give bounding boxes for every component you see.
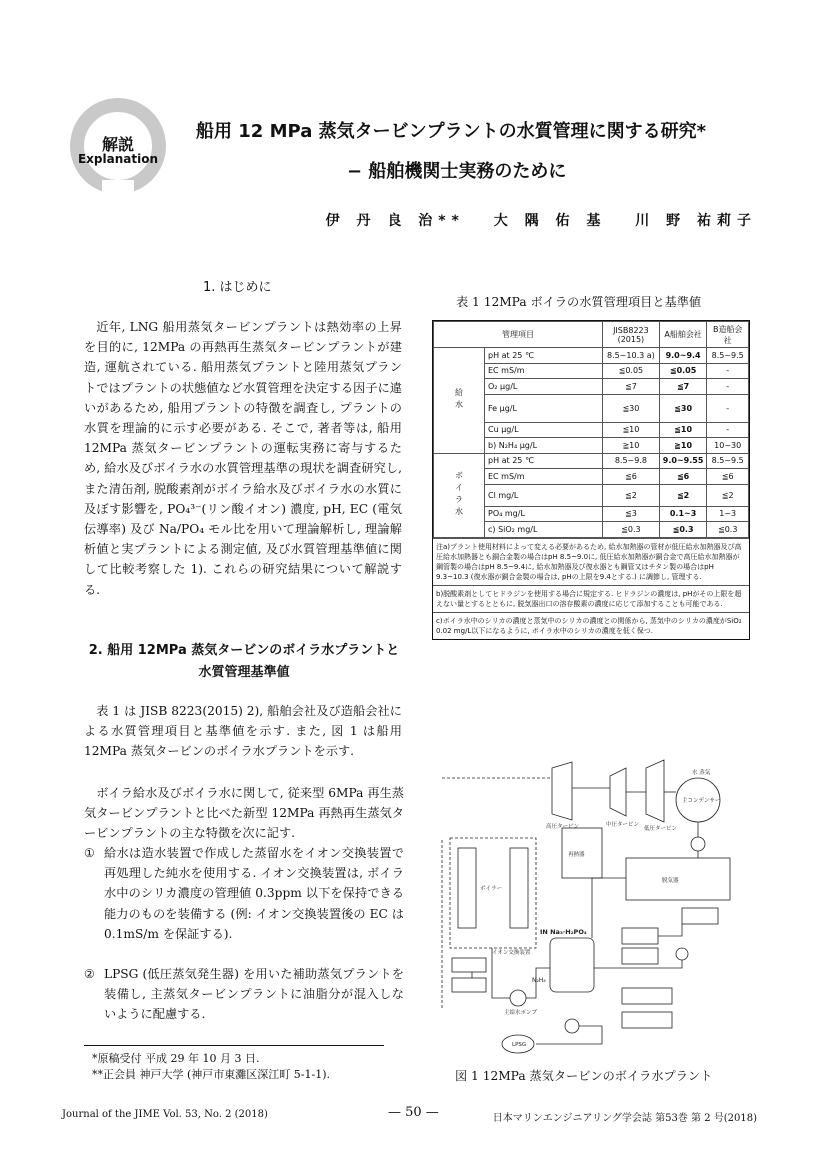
table-header: A船舶会社 <box>659 322 707 348</box>
article-title: 船用 12 MPa 蒸気タービンプラントの水質管理に関する研究* <box>196 121 707 142</box>
badge-label-en: Explanation <box>77 152 158 166</box>
feed-pump-shape <box>510 990 526 1006</box>
table-row: ボイラ水 pH at 25 ℃ 8.5~9.8 9.0~9.55 8.5~9.5 <box>434 453 749 469</box>
section-1-body: 近年, LNG 船用蒸気タービンプラントは熱効率の上昇を目的に, 12MPa の再熱再生蒸気タービンプラントが建造, 運航されている. 船用蒸気プラントと陸用蒸気プラントではプラントの状態値など水質管理を決定する因子に違いがあるため, 船用プラントの特徴を調査し, プラントの水質を理論的に示す必要がある. そこで, 著者等は, 船用 12MPa 蒸気タービンプラントの運転実務に寄与するため, 給水及びボイラ水の水質管理基準の現状を調査研究し, また清缶剤, 脱酸素剤がボイラ給水及びボイラ水の水質に及ぼす影響を, PO₄³⁻(リン酸イオン) 濃度, pH, EC (電気伝導率) 及び Na/PO₄ モル比を用いて理論解析し, 理論解析値と実プラントによる測定値, 及び水質管理基準値に関して比較考察した 1). これらの研究結果について解説する. <box>84 320 402 597</box>
table-row: EC mS/m ≦0.05 ≦0.05 - <box>434 363 749 379</box>
group-label-boiler: ボイラ水 <box>434 453 485 537</box>
label-deaerator: 脱気器 <box>662 878 679 884</box>
page-number: — 50 — <box>388 1105 439 1120</box>
table-row: Fe μg/L ≦30 ≦30 - <box>434 394 749 422</box>
table-header: 管理項目 <box>434 322 603 348</box>
author-2: 大 隅 佑 基 <box>493 213 607 229</box>
list-item-text: 給水は造水装置で作成した蒸留水をイオン交換装置で再処理した純水を使用する. イオン交換装置は, ボイラ水中のシリカ濃度の管理値 0.3ppm 以下を保持できる能力のものを装備する (例: イオン交換装置後の EC は 0.1mS/m を保証する). <box>104 846 404 941</box>
lp-turbine-shape <box>646 760 664 822</box>
label-hp-turbine: 高圧タービン <box>546 824 580 830</box>
boiler-water-plant-diagram <box>432 758 750 1064</box>
section-2-paragraph-2: ボイラ給水及びボイラ水に関して, 従来型 6MPa 再生蒸気タービンプラントと比べた新型 12MPa 再熱再生蒸気タービンプラントの主な特徴を次に記す. <box>84 786 404 841</box>
table-header: B造船会社 <box>707 322 749 348</box>
label-feed-pump: 主給水ポンプ <box>504 1010 538 1016</box>
label-n2h4: N₂H₄ <box>532 977 546 984</box>
label-lpsg: LPSG <box>512 1042 527 1048</box>
list-item <box>84 964 404 1025</box>
label-lp-turbine: 低圧タービン <box>644 826 678 832</box>
table-row: Cu μg/L ≦10 ≦10 - <box>434 422 749 438</box>
footer-journal: Journal of the JIME Vol. 53, No. 2 (2018) <box>62 1109 268 1120</box>
table-row: Cl mg/L ≦2 ≦2 ≦2 <box>434 484 749 506</box>
table-row: O₂ μg/L ≦7 ≦7 - <box>434 379 749 395</box>
badge-label-jp: 解説 <box>101 135 134 154</box>
table-note-a: 注a)プラント使用材料によって変える必要があるため, 給水加熱器の管材が低圧給水加熱器及び高圧給水加熱器とも銅合金製の場合はpH 8.5~9.0に, 低圧給水加熱器が銅合金で高圧給水加熱器が鋼管製の場合はpH 8.5~9.4に, 給水加熱器及び復水器とも鋼管又はチタン製の場合はpH 9.3~10.3 (復水器が銅合金製の場合は, pHの上限を9.4とする.) に調節し, 管理する. <box>433 538 749 585</box>
group-label-feed: 給水 <box>434 348 485 454</box>
footer-journal-jp: 日本マリンエンジニアリング学会誌 第53巻 第 2 号(2018) <box>492 1113 757 1124</box>
table-row: b) N₂H₄ μg/L ≧10 ≧10 10~30 <box>434 438 749 454</box>
label-legend: 水 蒸気 <box>692 770 711 776</box>
table-row: 給水 pH at 25 ℃ 8.5~10.3 a) 9.0~9.4 8.5~9.5 <box>434 348 749 364</box>
list-item-number: ② <box>84 967 95 981</box>
ip-turbine-shape <box>610 768 626 816</box>
table-1 <box>432 320 750 640</box>
section-2-paragraph-1: 表 1 は JISB 8223(2015) 2), 船舶会社及び造船会社による水質管理項目と基準値を示す. また, 図 1 は船用 12MPa 蒸気タービンのボイラ水プラントを示す. <box>84 704 402 759</box>
table-1-caption: 表 1 12MPa ボイラの水質管理項目と基準値 <box>456 295 702 309</box>
footnote-received: *原稿受付 平成 29 年 10 月 3 日. <box>92 1052 260 1065</box>
boiler-outline <box>450 838 536 948</box>
table-header: JISB8223 (2015) <box>603 322 660 348</box>
section-1-heading: 1. はじめに <box>203 280 272 295</box>
table-row: PO₄ mg/L ≦3 0.1~3 1~3 <box>434 506 749 522</box>
footnote-divider <box>84 1045 384 1046</box>
label-ip-turbine: 中圧タービン <box>606 822 640 828</box>
table-note-c: c)ボイラ水中のシリカの濃度と蒸気中のシリカの濃度との関係から, 蒸気中のシリカの濃度がSiO₂ 0.02 mg/L以下になるように, ボイラ水中のシリカの濃度を低く保つ. <box>433 612 749 639</box>
hp-turbine-shape <box>552 762 572 820</box>
list-item <box>84 843 404 944</box>
article-subtitle: − 船舶機関士実務のために <box>347 161 567 182</box>
label-boiler: ボイラー <box>480 886 503 892</box>
label-ion-exchanger: イオン交換装置 <box>492 950 531 956</box>
table-note-b: b)脱酸素剤としてヒドラジンを使用する場合に規定する. ヒドラジンの濃度は, pHがその上限を超えない量とするとともに, 脱気器出口の溶存酸素の濃度に応じて添加することも可能である. <box>433 585 749 612</box>
footnote-affiliation: **正会員 神戸大学 (神戸市東灘区深江町 5-1-1). <box>92 1068 330 1081</box>
list-item-text: LPSG (低圧蒸気発生器) を用いた補助蒸気プラントを装備し, 主蒸気タービンプラントに油脂分が混入しないように配慮する. <box>104 967 404 1022</box>
label-condenser: 主コンデンサー <box>682 798 721 804</box>
author-3: 川 野 祐莉子 <box>635 213 757 229</box>
drum-shape <box>550 938 594 992</box>
explanation-badge <box>70 98 166 194</box>
label-reheater: 再熱器 <box>568 852 585 858</box>
figure-1-caption: 図 1 12MPa 蒸気タービンのボイラ水プラント <box>455 1069 713 1083</box>
list-item-number: ① <box>84 846 95 860</box>
table-row: c) SiO₂ mg/L ≦0.3 ≦0.3 ≦0.3 <box>434 522 749 538</box>
author-list <box>308 210 757 230</box>
section-2-heading: 2. 船用 12MPa 蒸気タービンのボイラ水プラントと水質管理基準値 <box>88 643 400 680</box>
label-injection: IN Na₃·H₂PO₄ <box>540 928 587 936</box>
table-row: EC mS/m ≦6 ≦6 ≦6 <box>434 469 749 485</box>
author-1: 伊 丹 良 治** <box>325 213 465 229</box>
